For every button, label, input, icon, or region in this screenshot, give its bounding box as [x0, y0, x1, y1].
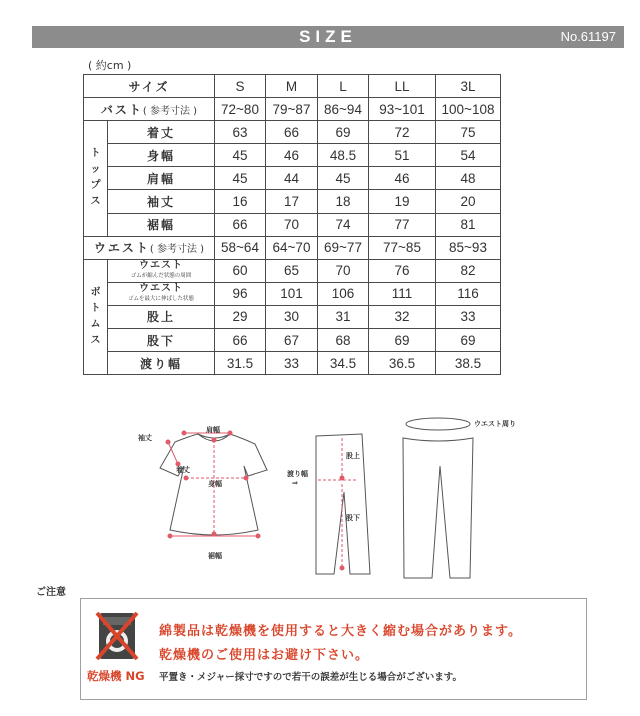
diag-shoulder: 肩幅 [206, 426, 220, 434]
measure-label: 肩幅 [108, 167, 215, 190]
size-cell: 30 [266, 305, 318, 328]
size-cell: 75 [436, 121, 501, 144]
waist-label: ウエスト( 参考寸法 ) [84, 236, 215, 259]
waist-ellipse [406, 418, 470, 430]
svg-text:⇒: ⇒ [292, 479, 298, 487]
measure-label: 身幅 [108, 144, 215, 167]
size-cell: 16 [215, 190, 266, 213]
measure-row [84, 282, 501, 305]
size-cell: 85~93 [436, 236, 501, 259]
size-column-header: 3L [436, 75, 501, 98]
size-cell: 31.5 [215, 352, 266, 375]
caution-line-3: 平置き・メジャー採寸ですので若干の誤差が生じる場合がございます。 [159, 672, 463, 683]
size-cell: 60 [215, 259, 266, 282]
size-header: サイズ [84, 75, 215, 98]
size-cell: 69 [369, 329, 436, 352]
size-cell: 101 [266, 282, 318, 305]
size-cell: 69 [318, 121, 369, 144]
size-cell: 45 [318, 167, 369, 190]
measure-row [84, 352, 501, 375]
diag-length: 着丈 [176, 466, 190, 474]
size-cell: 66 [215, 213, 266, 236]
measure-label: ウエスト ゴムが縮んだ状態の周囲 [108, 259, 215, 282]
size-cell: 79~87 [266, 98, 318, 121]
bust-row [84, 98, 501, 121]
size-cell: 70 [266, 213, 318, 236]
size-header-bar [32, 26, 624, 48]
caution-line-1: 綿製品は乾燥機を使用すると大きく縮む場合があります。 [159, 624, 522, 639]
measure-label: 渡り幅 [108, 352, 215, 375]
size-cell: 72~80 [215, 98, 266, 121]
caution-label: ご注意 [36, 587, 66, 598]
size-cell: 20 [436, 190, 501, 213]
measure-label: 裾幅 [108, 213, 215, 236]
size-cell: 106 [318, 282, 369, 305]
measure-row [84, 121, 501, 144]
diag-thigh: 渡り幅 [287, 470, 308, 478]
measure-label: 着丈 [108, 121, 215, 144]
size-cell: 111 [369, 282, 436, 305]
size-cell: 82 [436, 259, 501, 282]
size-cell: 68 [318, 329, 369, 352]
leggings-outline [403, 438, 473, 578]
measure-row [84, 213, 501, 236]
size-cell: 58~64 [215, 236, 266, 259]
bust-label: バスト( 参考寸法 ) [84, 98, 215, 121]
size-column-header: LL [369, 75, 436, 98]
no-dryer-icon [95, 609, 139, 663]
measure-label: ウエスト ゴムを最大に伸ばした状態 [108, 282, 215, 305]
size-cell: 100~108 [436, 98, 501, 121]
size-cell: 86~94 [318, 98, 369, 121]
diag-waist-around: ウエスト周り [474, 420, 516, 428]
measure-row [84, 190, 501, 213]
size-cell: 77~85 [369, 236, 436, 259]
dryer-ng-label: 乾燥機 NG [87, 669, 145, 683]
size-cell: 69~77 [318, 236, 369, 259]
bottoms_group-label: ボ ト ム ス [84, 259, 108, 374]
size-cell: 63 [215, 121, 266, 144]
size-column-header: S [215, 75, 266, 98]
measure-row [84, 329, 501, 352]
size-cell: 18 [318, 190, 369, 213]
size-cell: 51 [369, 144, 436, 167]
measure-row [84, 259, 501, 282]
size-cell: 45 [215, 144, 266, 167]
size-cell: 17 [266, 190, 318, 213]
measure-label: 股上 [108, 305, 215, 328]
size-cell: 31 [318, 305, 369, 328]
caution-box [80, 598, 587, 700]
measurement-diagrams [120, 412, 540, 587]
size-cell: 46 [266, 144, 318, 167]
size-cell: 67 [266, 329, 318, 352]
size-cell: 44 [266, 167, 318, 190]
tops_group-label: ト ッ プ ス [84, 121, 108, 236]
size-cell: 93~101 [369, 98, 436, 121]
size-cell: 66 [266, 121, 318, 144]
size-cell: 69 [436, 329, 501, 352]
size-cell: 66 [215, 329, 266, 352]
size-cell: 76 [369, 259, 436, 282]
size-cell: 70 [318, 259, 369, 282]
size-cell: 38.5 [436, 352, 501, 375]
size-cell: 72 [369, 121, 436, 144]
size-cell: 48.5 [318, 144, 369, 167]
measure-label: 袖丈 [108, 190, 215, 213]
diag-inseam: 股下 [346, 514, 360, 522]
diag-rise: 股上 [346, 452, 360, 460]
product-number: No.61197 [560, 29, 616, 44]
diag-width: 身幅 [208, 480, 222, 488]
size-cell: 81 [436, 213, 501, 236]
size-cell: 29 [215, 305, 266, 328]
size-title: SIZE [299, 27, 357, 46]
size-cell: 36.5 [369, 352, 436, 375]
measure-row [84, 167, 501, 190]
size-cell: 19 [369, 190, 436, 213]
size-cell: 116 [436, 282, 501, 305]
waist-row [84, 236, 501, 259]
size-cell: 33 [436, 305, 501, 328]
size-cell: 65 [266, 259, 318, 282]
size-table [83, 74, 501, 375]
pants-outline [316, 434, 370, 574]
diag-sleeve: 袖丈 [138, 434, 152, 442]
size-cell: 54 [436, 144, 501, 167]
size-cell: 77 [369, 213, 436, 236]
size-cell: 46 [369, 167, 436, 190]
measure-row [84, 305, 501, 328]
size-cell: 34.5 [318, 352, 369, 375]
caution-line-2: 乾燥機のご使用はお避け下さい。 [159, 648, 370, 663]
size-cell: 33 [266, 352, 318, 375]
size-column-header: M [266, 75, 318, 98]
size-cell: 45 [215, 167, 266, 190]
size-cell: 64~70 [266, 236, 318, 259]
measure-label: 股下 [108, 329, 215, 352]
header-row [84, 75, 501, 98]
size-cell: 48 [436, 167, 501, 190]
unit-label: ( 約cm ) [88, 59, 132, 72]
diag-hem: 裾幅 [208, 552, 222, 560]
size-cell: 96 [215, 282, 266, 305]
size-cell: 32 [369, 305, 436, 328]
measure-row [84, 144, 501, 167]
size-cell: 74 [318, 213, 369, 236]
size-column-header: L [318, 75, 369, 98]
